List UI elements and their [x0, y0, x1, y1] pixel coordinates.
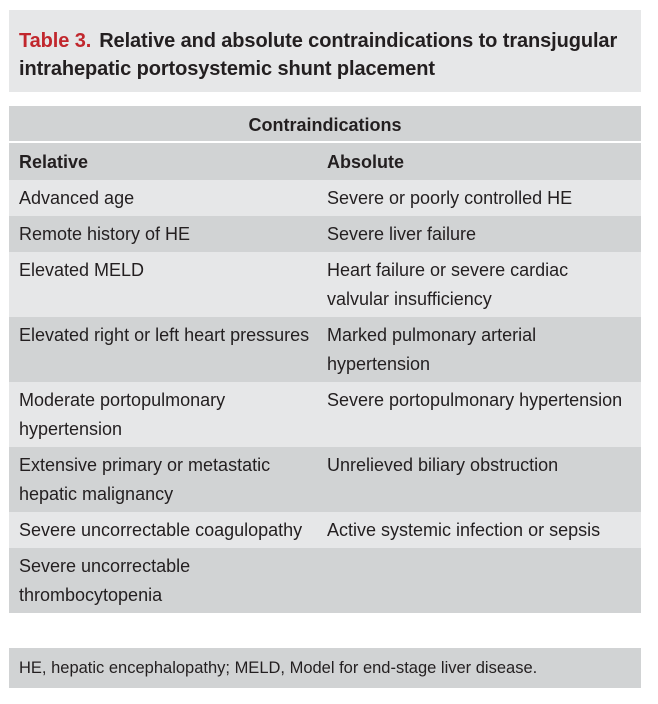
table-body	[9, 180, 641, 613]
table-row	[9, 252, 641, 317]
absolute-cell: Marked pulmonary arterial hypertension	[327, 325, 537, 374]
table-row	[9, 548, 641, 613]
column-heading-relative: Relative	[19, 152, 89, 172]
table-title-text: Relative and absolute contraindications to transjugular intrahepatic portosystemic shunt placement	[19, 30, 618, 80]
absolute-cell: Severe liver failure	[327, 224, 477, 244]
header-divider	[9, 141, 641, 143]
table-label: Table 3.	[19, 30, 92, 52]
absolute-cell: Heart failure or severe cardiac valvular insufficiency	[327, 260, 569, 309]
relative-cell: Severe uncorrectable coagulopathy	[19, 520, 303, 540]
absolute-cell: Active systemic infection or sepsis	[327, 520, 601, 540]
relative-cell: Elevated MELD	[19, 260, 145, 280]
table-row	[9, 317, 641, 382]
table-row	[9, 180, 641, 216]
table-row	[9, 216, 641, 252]
column-heading-absolute: Absolute	[327, 152, 405, 172]
relative-cell: Remote history of HE	[19, 224, 191, 244]
table-title	[19, 27, 634, 83]
table-row	[9, 447, 641, 512]
relative-cell: Advanced age	[19, 188, 135, 208]
absolute-cell	[317, 548, 641, 613]
relative-cell: Extensive primary or metastatic hepatic malignancy	[19, 455, 271, 504]
table-title-box	[9, 10, 641, 92]
group-heading: Contraindications	[248, 115, 402, 135]
relative-cell: Moderate portopulmonary hypertension	[19, 390, 226, 439]
absolute-cell: Severe portopulmonary hypertension	[327, 390, 623, 410]
relative-cell: Elevated right or left heart pressures	[19, 325, 310, 345]
table-row	[9, 512, 641, 548]
absolute-cell: Severe or poorly controlled HE	[327, 188, 573, 208]
relative-cell: Severe uncorrectable thrombocytopenia	[19, 556, 191, 605]
contraindications-table	[9, 10, 641, 688]
absolute-cell: Unrelieved biliary obstruction	[327, 455, 559, 475]
table-row	[9, 382, 641, 447]
table-footnote: HE, hepatic encephalopathy; MELD, Model for end-stage liver disease.	[9, 648, 641, 688]
